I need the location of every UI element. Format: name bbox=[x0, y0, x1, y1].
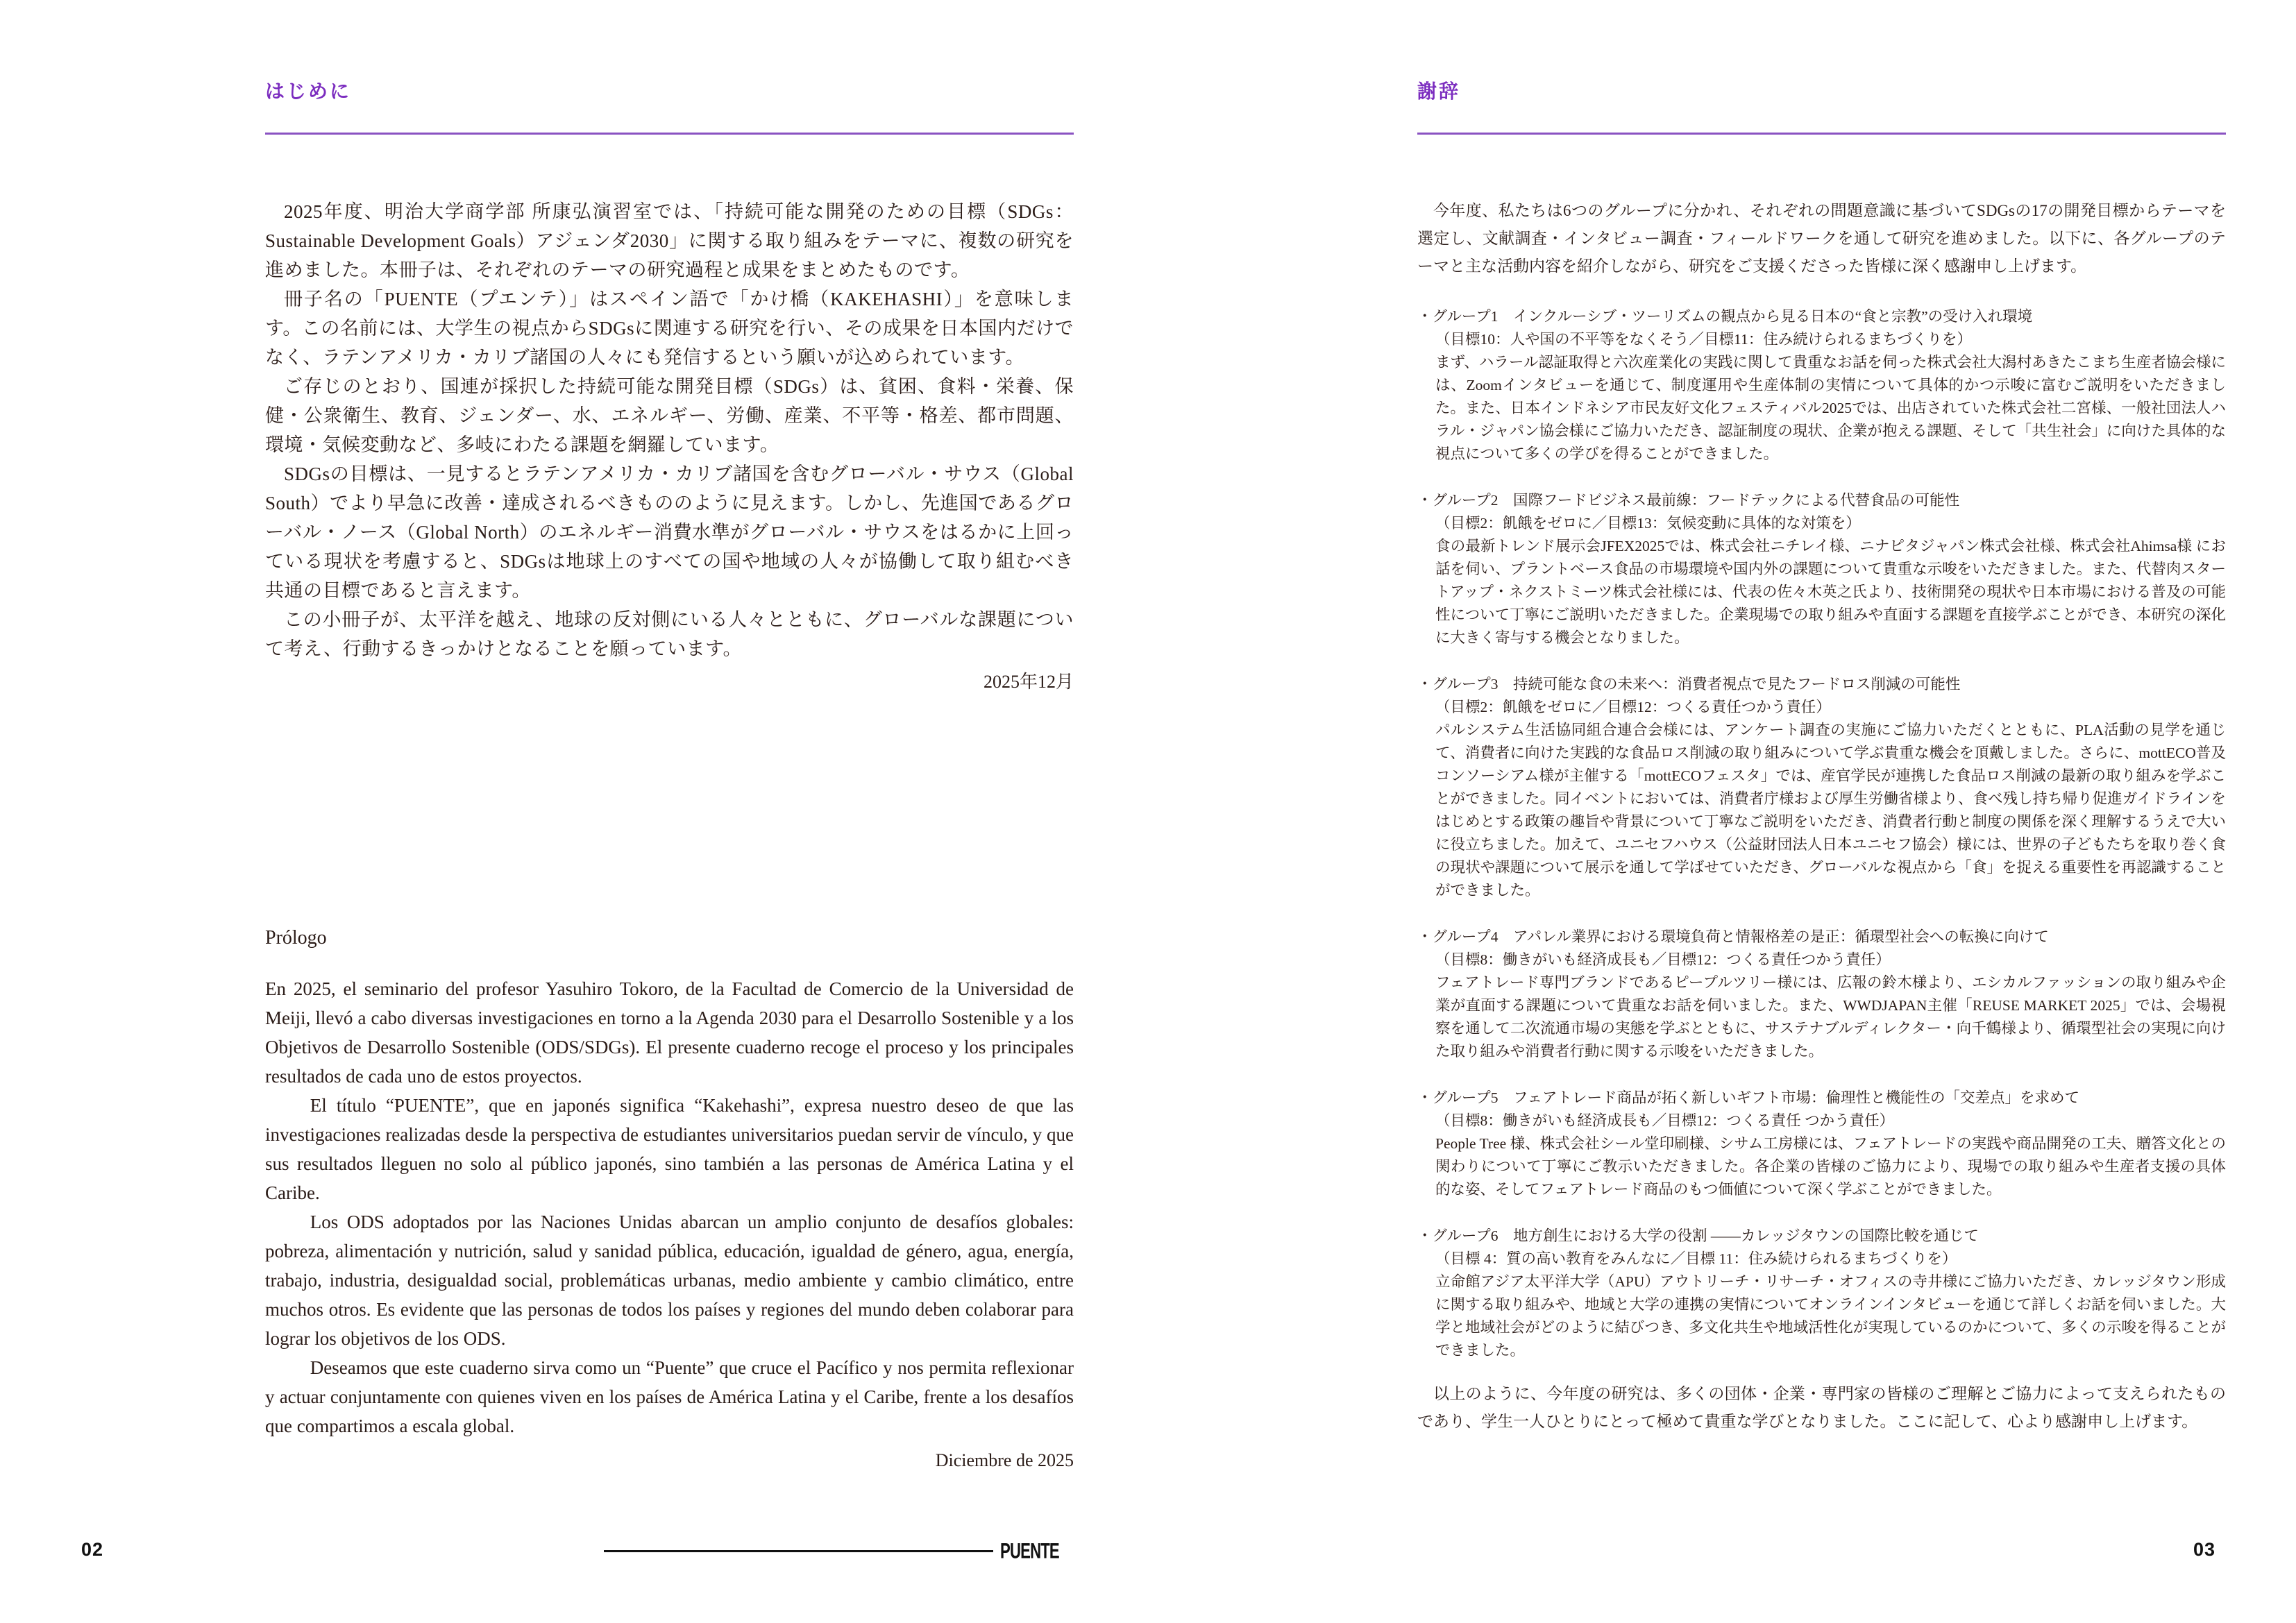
jp-paragraph: ご存じのとおり、国連が採択した持続可能な開発目標（SDGs）は、貧困、食料・栄養、保健・公衆衛生、教育、ジェンダー、水、エネルギー、労働、産業、不平等・格差、都市問題、環境・気候変動など、多岐にわたる課題を網羅しています。 bbox=[265, 376, 1074, 455]
brand-footer-text: PUENTE bbox=[1000, 1538, 1060, 1563]
prologo-spanish-body bbox=[265, 974, 1074, 1441]
group-title: ・グループ3 持続可能な食の未来へ：消費者視点で見たフードロス削減の可能性 bbox=[1417, 676, 1961, 692]
right-page bbox=[1417, 0, 2226, 1452]
es-paragraph: Los ODS adoptados por las Naciones Unidas abarcan un amplio conjunto de desafíos globales: pobreza, alimentación y nutrición, salud y sanidad pública, educación, igualdad de género, agua, energía, trabajo, industria, desigualdad social, problemáticas urbanas, medio ambiente y cambio climático, entre muchos otros. Es evidente que las personas de todos los países y regiones del mundo deben colaborar para lograr los objetivos de los ODS. bbox=[265, 1212, 1074, 1349]
group-goals: （目標8：働きがいも経済成長も／目標12：つくる責任つかう責任） bbox=[1435, 951, 1891, 968]
group-body: 立命館アジア太平洋大学（APU）アウトリーチ・リサーチ・オフィスの寺井様にご協力いただき、カレッジタウン形成に関する取り組みや、地域と大学の連携の実情についてオンラインインタビューを通じて詳しくお話を伺いました。大学と地域社会がどのように結びつき、多文化共生や地域活性化が実現しているのかについて、多くの示唆を得ることができました。 bbox=[1435, 1273, 2226, 1359]
group-title: ・グループ2 国際フードビジネス最前線：フードテックによる代替食品の可能性 bbox=[1417, 492, 1960, 509]
group-goals: （目標2：飢餓をゼロに／目標13：気候変動に具体的な対策を） bbox=[1435, 515, 1861, 532]
right-section-rule bbox=[1417, 133, 2226, 135]
group-title: ・グループ5 フェアトレード商品が拓く新しいギフト市場：倫理性と機能性の「交差点」を求めて bbox=[1417, 1089, 2079, 1106]
group-item-6 bbox=[1417, 1225, 2226, 1362]
left-page bbox=[265, 0, 1074, 1475]
group-body: パルシステム生活協同組合連合会様には、アンケート調査の実施にご協力いただくとともに、PLA活動の見学を通じて、消費者に向けた実践的な食品ロス削減の取り組みについて学ぶ貴重な機会を頂戴しました。さらに、mottECO普及コンソーシアム様が主催する「mottECOフェスタ」では、産官学民が連携した食品ロス削減の最新の取り組みを学ぶことができました。同イベントにおいては、消費者庁様および厚生労働省様より、食べ残し持ち帰り促進ガイドラインをはじめとする政策の趣旨や背景について丁寧なご説明をいただき、消費者行動と制度の関係を深く理解するうえで大いに役立ちました。加えて、ユニセフハウス（公益財団法人日本ユニセフ協会）様には、世界の子どもたちを取り巻く食の現状や課題について展示を通して学ばせていただき、グローバルな視点から「食」を捉える重要性を再認識することができました。 bbox=[1435, 722, 2227, 899]
brand-footer-line bbox=[604, 1550, 993, 1552]
jp-paragraph: SDGsの目標は、一見するとラテンアメリカ・カリブ諸国を含むグローバル・サウス（Global South）でより早急に改善・達成されるべきもののように見えます。しかし、先進国であるグローバル・ノース（Global North）のエネルギー消費水準がグローバル・サウスをはるかに上回っている現状を考慮すると、SDGsは地球上のすべての国や地域の人々が協働して取り組むべき共通の目標であると言えます。 bbox=[265, 464, 1074, 601]
left-section-title: はじめに bbox=[265, 80, 352, 103]
group-list bbox=[1417, 305, 2226, 1362]
jp-paragraph: 2025年度、明治大学商学部 所康弘演習室では、「持続可能な開発のための目標（SDGs：Sustainable Development Goals）アジェンダ2030」に関する取り組みをテーマに、複数の研究を進めました。本冊子は、それぞれのテーマの研究過程と成果をまとめたものです。 bbox=[265, 201, 1074, 280]
brand-footer bbox=[604, 1540, 1072, 1562]
jp-paragraph: 冊子名の「PUENTE（プエンテ）」はスペイン語で「かけ橋（KAKEHASHI）」を意味します。この名前には、大学生の視点からSDGsに関連する研究を行い、その成果を日本国内だけでなく、ラテンアメリカ・カリブ諸国の人々にも発信するという願いが込められています。 bbox=[265, 289, 1074, 368]
intro-japanese-body bbox=[265, 197, 1074, 663]
spanish-date: Diciembre de 2025 bbox=[935, 1450, 1074, 1470]
group-goals: （目標10：人や国の不平等をなくそう／目標11：住み続けられるまちづくりを） bbox=[1435, 331, 1972, 348]
group-body: まず、ハラール認証取得と六次産業化の実践に関して貴重なお話を伺った株式会社大潟村あきたこまち生産者協会様には、Zoomインタビューを通じて、制度運用や生産体制の実情について具体的かつ示唆に富むご説明をいただきました。また、日本インドネシア市民友好文化フェスティバル2025では、出店されていた株式会社二宮様、一般社団法人ハラル・ジャパン協会様にご協力いただき、認証制度の現状、企業が抱える課題、そして「共生社会」に向けた具体的な視点について多くの学びを得ることができました。 bbox=[1435, 354, 2226, 462]
es-paragraph: Deseamos que este cuaderno sirva como un “Puente” que cruce el Pacífico y nos permita reflexionar y actuar conjuntamente con quienes viven en los países de América Latina y el Caribe, frente a los desafíos que compartimos a escala global. bbox=[265, 1357, 1074, 1436]
left-section-rule bbox=[265, 133, 1074, 135]
group-item-3 bbox=[1417, 673, 2226, 902]
page-number-left: 02 bbox=[81, 1539, 104, 1560]
es-paragraph: En 2025, el seminario del profesor Yasuhiro Tokoro, de la Facultad de Comercio de la Universidad de Meiji, llevó a cabo diversas investigaciones en torno a la Agenda 2030 para el Desarrollo Sostenible y a los Objetivos de Desarrollo Sostenible (ODS/SDGs). El presente cuaderno recoge el proceso y los principales resultados de cada uno de estos proyectos. bbox=[265, 978, 1074, 1087]
acknowledgment-intro: 今年度、私たちは6つのグループに分かれ、それぞれの問題意識に基づいてSDGsの17の開発目標からテーマを選定し、文献調査・インタビュー調査・フィールドワークを通して研究を進めました。以下に、各グループのテーマと主な活動内容を紹介しながら、研究をご支援くださった皆様に深く感謝申し上げます。 bbox=[1417, 202, 2226, 275]
group-goals: （目標8：働きがいも経済成長も／目標12：つくる責任 つかう責任） bbox=[1435, 1112, 1895, 1129]
group-body: 食の最新トレンド展示会JFEX2025では、株式会社ニチレイ様、ニナピタジャパン株式会社様、株式会社Ahimsa様 にお話を伺い、プラントベース食品の市場環境や国内外の課題について貴重な示唆をいただきました。また、代替肉スタートアップ・ネクストミーツ株式会社様には、代表の佐々木英之氏より、技術開発の現状や日本市場における普及の可能性について丁寧にご説明いただきました。企業現場での取り組みや直面する課題を直接学ぶことができ、本研究の深化に大きく寄与する機会となりました。 bbox=[1435, 538, 2226, 646]
group-goals: （目標2：飢餓をゼロに／目標12：つくる責任つかう責任） bbox=[1435, 699, 1831, 715]
es-paragraph: El título “PUENTE”, que en japonés significa “Kakehashi”, expresa nuestro deseo de que las investigaciones realizadas desde la perspectiva de estudiantes universitarios puedan servir de vínculo, y que sus resultados lleguen no solo al público japonés, sino también a las personas de América Latina y el Caribe. bbox=[265, 1095, 1074, 1203]
group-item-2 bbox=[1417, 489, 2226, 649]
acknowledgment-closing: 以上のように、今年度の研究は、多くの団体・企業・専門家の皆様のご理解とご協力によって支えられたものであり、学生一人ひとりにとって極めて貴重な学びとなりました。ここに記して、心より感謝申し上げます。 bbox=[1417, 1385, 2226, 1430]
japanese-date: 2025年12月 bbox=[983, 672, 1074, 692]
jp-paragraph: この小冊子が、太平洋を越え、地球の反対側にいる人々とともに、グローバルな課題について考え、行動するきっかけとなることを願っています。 bbox=[265, 609, 1074, 659]
group-item-1 bbox=[1417, 305, 2226, 466]
page-number-right: 03 bbox=[2193, 1539, 2216, 1560]
group-body: People Tree 様、株式会社シール堂印刷様、シサム工房様には、フェアトレードの実践や商品開発の工夫、贈答文化との関わりについて丁寧にご教示いただきました。各企業の皆様のご協力により、現場での取り組みや生産者支援の具体的な姿、そしてフェアトレード商品のもつ価値について深く学ぶことができました。 bbox=[1435, 1135, 2226, 1198]
group-title: ・グループ1 インクルーシブ・ツーリズムの観点から見る日本の“食と宗教”の受け入れ環境 bbox=[1417, 308, 2033, 325]
group-item-4 bbox=[1417, 926, 2226, 1063]
group-item-5 bbox=[1417, 1087, 2226, 1201]
group-title: ・グループ6 地方創生における大学の役割 ——カレッジタウンの国際比較を通じて bbox=[1417, 1227, 1979, 1244]
prologo-title: Prólogo bbox=[265, 927, 327, 949]
right-section-title: 謝辞 bbox=[1417, 80, 1461, 103]
group-title: ・グループ4 アパレル業界における環境負荷と情報格差の是正：循環型社会への転換に向けて bbox=[1417, 928, 2049, 945]
group-body: フェアトレード専門ブランドであるピープルツリー様には、広報の鈴木様より、エシカルファッションの取り組みや企業が直面する課題について貴重なお話を伺いました。また、WWDJAPAN主催「REUSE MARKET 2025」では、会場視察を通して二次流通市場の実態を学ぶとともに、サステナブルディレクター・向千鶴様より、循環型社会の実現に向けた取り組みや消費者行動に関する示唆をいただきました。 bbox=[1435, 974, 2226, 1060]
group-goals: （目標 4：質の高い教育をみんなに／目標 11：住み続けられるまちづくりを） bbox=[1435, 1250, 1957, 1267]
